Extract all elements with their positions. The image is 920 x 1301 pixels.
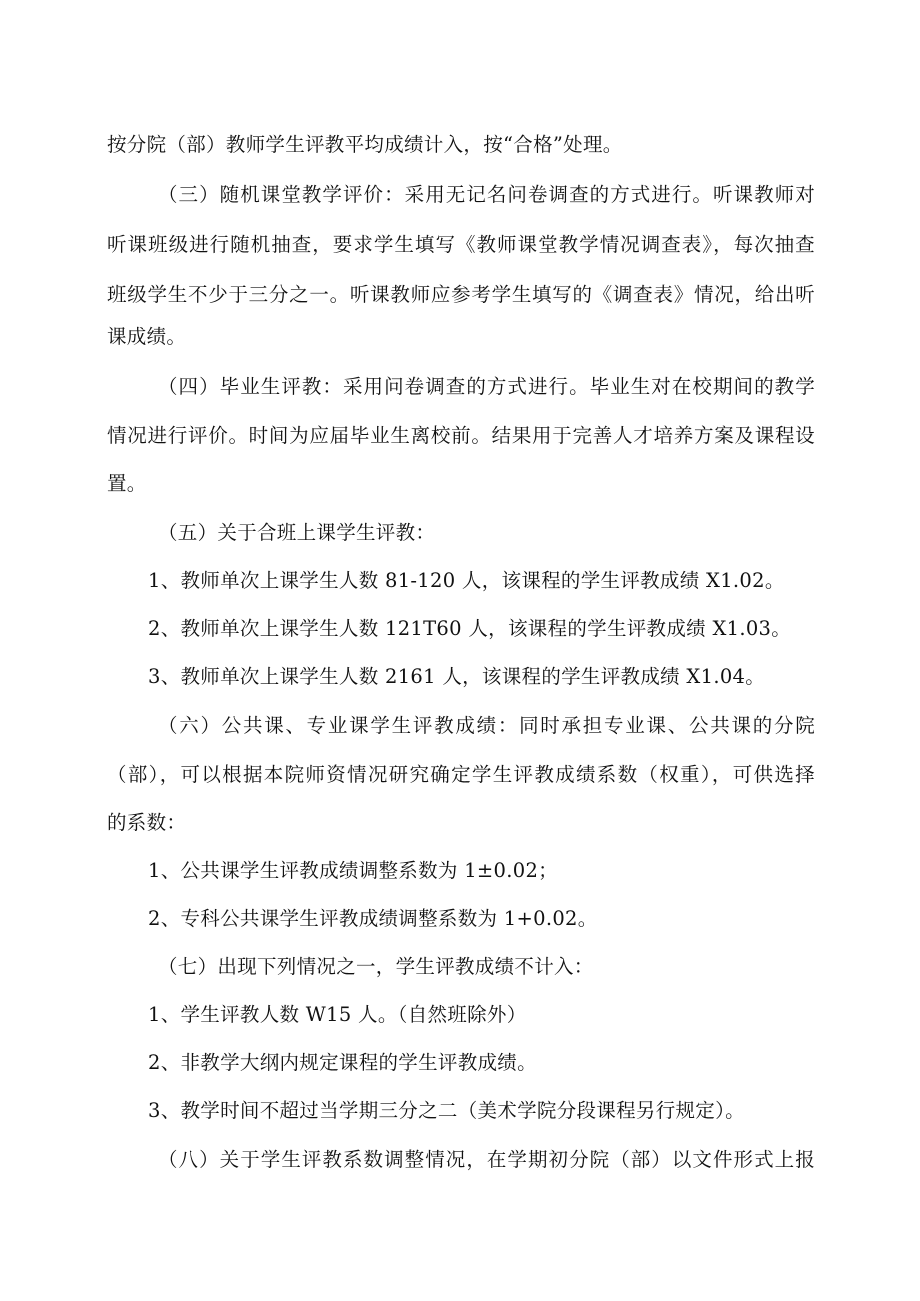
paragraph-line: （六）公共课、专业课学生评教成绩：同时承担专业课、公共课的分院	[158, 714, 815, 737]
paragraph-line: 课成绩。	[107, 325, 187, 348]
list-item: 2、教师单次上课学生人数 121T60 人，该课程的学生评教成绩 X1.03。	[148, 617, 792, 640]
list-item: 2、专科公共课学生评教成绩调整系数为 1+0.02。	[148, 907, 598, 930]
list-item: 1、教师单次上课学生人数 81-120 人，该课程的学生评教成绩 X1.02。	[148, 569, 785, 592]
paragraph-line: 情况进行评价。时间为应届毕业生离校前。结果用于完善人才培养方案及课程设	[107, 424, 815, 447]
paragraph-line: （三）随机课堂教学评价：采用无记名问卷调查的方式进行。听课教师对	[158, 183, 815, 206]
list-item: 1、学生评教人数 W15 人。（自然班除外）	[148, 1003, 527, 1026]
list-item: 1、公共课学生评教成绩调整系数为 1±0.02；	[148, 859, 558, 882]
section-heading: （五）关于合班上课学生评教：	[158, 521, 436, 544]
list-item: 3、教师单次上课学生人数 2161 人，该课程的学生评教成绩 X1.04。	[148, 665, 766, 688]
paragraph-line: 的系数：	[107, 811, 187, 834]
paragraph-line: （四）毕业生评教：采用问卷调查的方式进行。毕业生对在校期间的教学	[158, 375, 815, 398]
list-item: 2、非教学大纲内规定课程的学生评教成绩。	[148, 1051, 537, 1074]
section-heading: （七）出现下列情况之一，学生评教成绩不计入：	[158, 955, 594, 978]
paragraph-line: 置。	[107, 472, 147, 495]
paragraph-line: 听课班级进行随机抽查，要求学生填写《教师课堂教学情况调查表》，每次抽查	[107, 233, 815, 256]
paragraph-line: （部），可以根据本院师资情况研究确定学生评教成绩系数（权重），可供选择	[107, 763, 815, 786]
paragraph-line: 按分院（部）教师学生评教平均成绩计入，按“合格”处理。	[107, 133, 623, 156]
paragraph-line: 班级学生不少于三分之一。听课教师应参考学生填写的《调查表》情况，给出听	[107, 283, 815, 306]
paragraph-line: （八）关于学生评教系数调整情况，在学期初分院（部）以文件形式上报	[158, 1148, 815, 1171]
list-item: 3、教学时间不超过当学期三分之二（美术学院分段课程另行规定）。	[148, 1099, 745, 1122]
